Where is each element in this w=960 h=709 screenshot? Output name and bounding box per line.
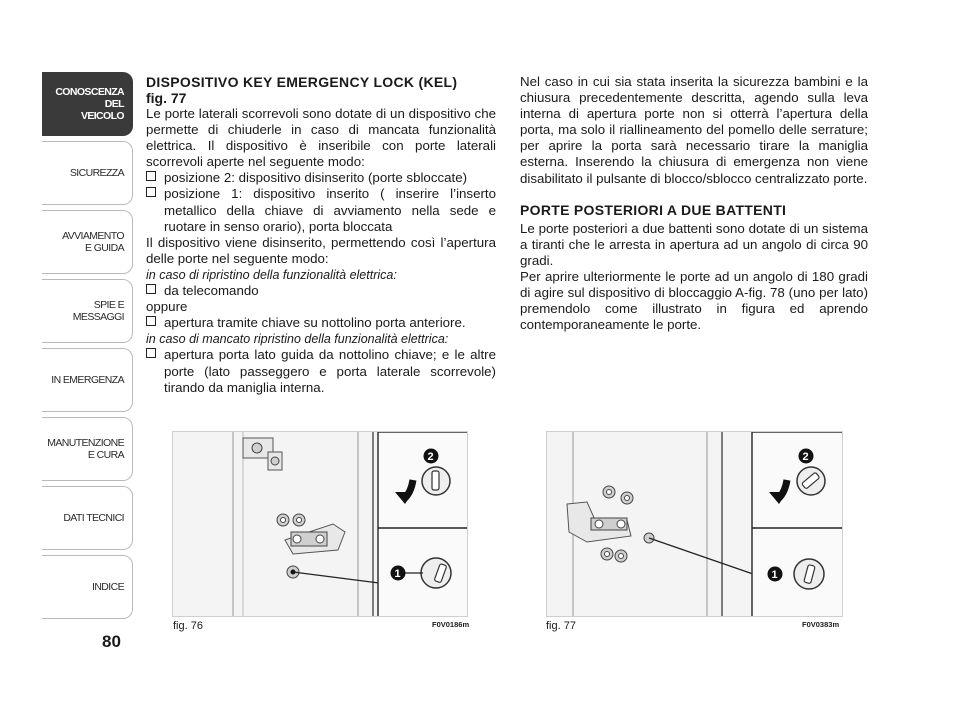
tab-in-emergenza[interactable] (42, 348, 133, 412)
section-heading: DISPOSITIVO KEY EMERGENCY LOCK (KEL) (146, 74, 458, 90)
tab-dati-tecnici[interactable] (42, 486, 133, 550)
checkbox-bullet-icon (146, 316, 156, 326)
tab-manutenzione-e-cura[interactable] (42, 417, 133, 481)
badge-number: 2 (802, 451, 809, 463)
figure-caption: fig. 77 (546, 620, 576, 632)
section-heading: PORTE POSTERIORI A DUE BATTENTI (520, 201, 787, 218)
tab-label: AVVIAMENTO E GUIDA (62, 230, 124, 254)
figure-reference: fig. 77 (146, 90, 187, 106)
checkbox-bullet-icon (146, 171, 156, 181)
tab-label: IN EMERGENZA (51, 374, 124, 386)
bullet-text: apertura porta lato guida da nottolino chiave; e le altre porte (lato passeggero e porta laterale scorrevole) tirando da maniglia interna. (164, 347, 496, 395)
bullet-item (146, 186, 496, 234)
tab-label: INDICE (92, 581, 124, 593)
paragraph: Le porte posteriori a due battenti sono dotate di un sistema a tiranti che le arresta in apertura ad un angolo di circa 90 gradi. (520, 220, 868, 268)
tab-label: SPIE E MESSAGGI (72, 299, 124, 323)
tab-label: CONOSCENZA DEL VEICOLO (55, 86, 124, 122)
bullet-item (146, 283, 496, 299)
paragraph: Nel caso in cui sia stata inserita la sicurezza bambini e la chiusura precedentemente descritta, agendo sulla leva interna di apertura porte non si otterrà l’apertura della porta, ma solo il riallineamento del pomello delle serrature; per aprire la porta sarà necessario tirare la maniglia esterna. Inserendo la chiusura di emergenza non viene disabilitato il pulsante di blocco/sblocco centralizzato porte. (520, 74, 868, 186)
tab-label: SICUREZZA (69, 167, 124, 179)
left-column (146, 74, 496, 396)
figure-code: F0V0383m (802, 620, 840, 629)
bullet-text: posizione 1: dispositivo inserito ( inserire l’inserto metallico della chiave di avviamento nella sede e ruotare in senso orario), porta bloccata (164, 186, 496, 234)
figure-77-illustration (546, 431, 843, 617)
badge-number: 1 (394, 568, 401, 580)
tab-sicurezza[interactable] (42, 141, 133, 205)
door-lock-drawing (173, 432, 468, 617)
figure-76-illustration (172, 431, 468, 617)
tab-spie-e-messaggi[interactable] (42, 279, 133, 343)
checkbox-bullet-icon (146, 284, 156, 294)
page-number: 80 (102, 632, 121, 651)
tab-label: DATI TECNICI (63, 512, 124, 524)
paragraph: Il dispositivo viene disinserito, permettendo così l’apertura delle porte nel seguente modo: (146, 234, 496, 266)
badge-number: 2 (427, 451, 434, 463)
tab-indice[interactable] (42, 555, 133, 619)
tab-avviamento-e-guida[interactable] (42, 210, 133, 274)
paragraph: Per aprire ulteriormente le porte ad un angolo di 180 gradi di agire sul dispositivo di bloccaggio A-fig. 78 (uno per lato) premendolo come illustrato in figura ed aprendo contemporaneamente le porte. (520, 268, 868, 333)
door-lock-drawing (547, 432, 843, 617)
checkbox-bullet-icon (146, 348, 156, 358)
tab-conoscenza-del-veicolo[interactable] (42, 72, 133, 136)
right-column (520, 74, 868, 333)
section-tabs (42, 72, 133, 624)
italic-subheading: in caso di mancato ripristino della funzionalità elettrica: (146, 332, 449, 347)
figure-code: F0V0186m (432, 620, 470, 629)
tab-label: MANUTENZIONE E CURA (47, 437, 124, 461)
bullet-item (146, 347, 496, 395)
intro-paragraph: Le porte laterali scorrevoli sono dotate di un dispositivo che permette di chiuderle in caso di mancata funzionalità elettrica. Il dispositivo è inseribile con porte laterali scorrevoli aperte nel seguente modo: (146, 106, 496, 170)
bullet-item (146, 315, 496, 331)
bullet-text: da telecomando (164, 283, 259, 299)
bullet-item (146, 170, 496, 186)
paragraph: oppure (146, 299, 188, 315)
italic-subheading: in caso di ripristino della funzionalità elettrica: (146, 267, 397, 282)
bullet-text: posizione 2: dispositivo disinserito (porte sbloccate) (164, 170, 468, 186)
badge-number: 1 (771, 569, 778, 581)
figure-caption: fig. 76 (173, 620, 203, 632)
bullet-text: apertura tramite chiave su nottolino porta anteriore. (164, 315, 466, 331)
checkbox-bullet-icon (146, 187, 156, 197)
